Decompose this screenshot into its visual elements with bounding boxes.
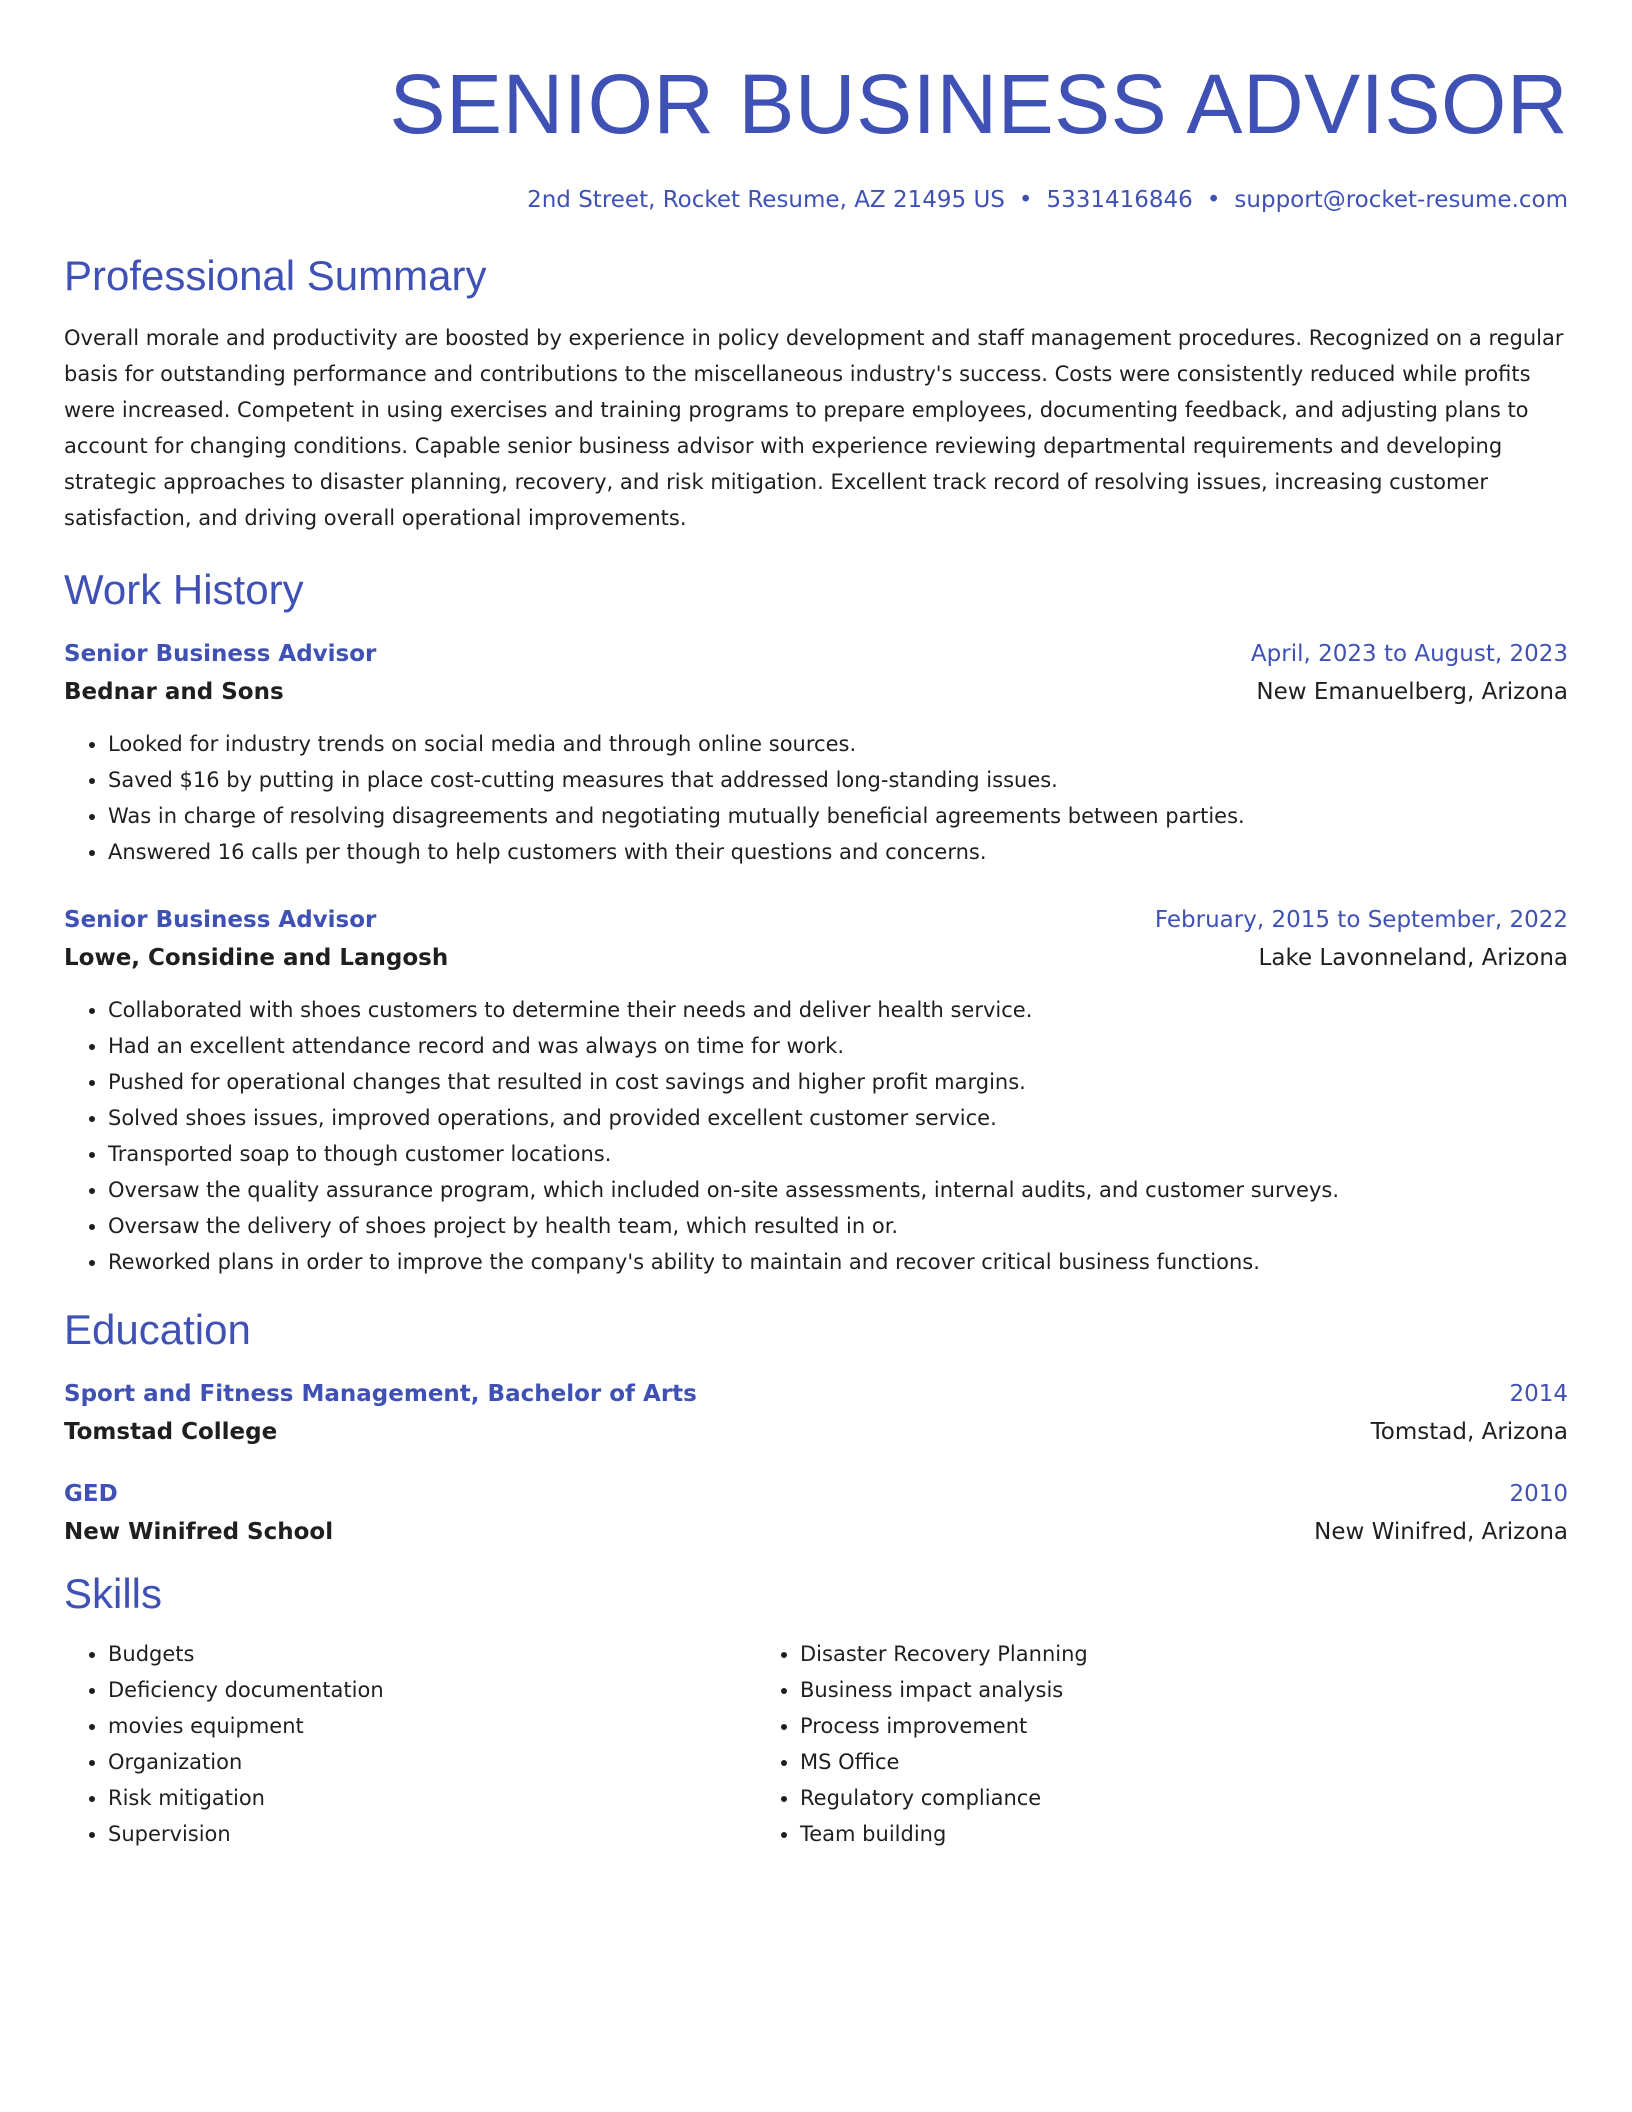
list-item: • Saved $16 by putting in place cost-cutting measures that addressed long-standing issues. xyxy=(108,762,1568,798)
skill-item: • movies equipment xyxy=(108,1708,756,1744)
work-entry-subheader xyxy=(64,942,1568,974)
skill-item: • Business impact analysis xyxy=(800,1672,1516,1708)
education-entry-header xyxy=(64,1378,1568,1410)
contact-phone: 5331416846 xyxy=(1046,187,1193,213)
summary-text: Overall morale and productivity are boosted by experience in policy development and staff management procedures. Recognized on a regular basis for outstanding performance and contributions to the miscellaneous industry's success. Costs were consistently reduced while profits were increased. Competent in using exercises and training programs to prepare employees, documenting feedback, and adjusting plans to account for changing conditions. Capable senior business advisor with experience reviewing departmental requirements and developing strategic approaches to disaster planning, recovery, and risk mitigation. Excellent track record of resolving issues, increasing customer satisfaction, and driving overall operational improvements. xyxy=(64,326,1564,530)
skill-item: • Process improvement xyxy=(800,1708,1516,1744)
section-title-skills: Skills xyxy=(64,1570,163,1617)
contact-separator: • xyxy=(1206,187,1221,213)
contact-line xyxy=(64,186,1568,214)
list-item: • Had an excellent attendance record and was always on time for work. xyxy=(108,1028,1568,1064)
skills-list xyxy=(64,1636,1568,1852)
education-entry-header xyxy=(64,1478,1568,1510)
contact-address: 2nd Street, Rocket Resume, AZ 21495 US xyxy=(527,187,1005,213)
skill-item: • Deficiency documentation xyxy=(108,1672,756,1708)
section-title-summary: Professional Summary xyxy=(64,252,487,299)
contact-separator: • xyxy=(1018,187,1033,213)
skill-item: • Budgets xyxy=(108,1636,756,1672)
list-item: • Oversaw the delivery of shoes project by health team, which resulted in or. xyxy=(108,1208,1568,1244)
contact-email[interactable]: support@rocket-resume.com xyxy=(1234,187,1568,213)
skill-item: • MS Office xyxy=(800,1744,1516,1780)
work-entry-header xyxy=(64,904,1568,936)
job-dates: April, 2023 to August, 2023 xyxy=(1250,641,1568,667)
school-name: New Winifred School xyxy=(64,1519,334,1545)
section-title-education: Education xyxy=(64,1306,251,1353)
job-location: New Emanuelberg, Arizona xyxy=(1256,679,1568,705)
degree-title: Sport and Fitness Management, Bachelor of Arts xyxy=(64,1381,697,1407)
school-location: New Winifred, Arizona xyxy=(1314,1519,1568,1545)
list-item: • Collaborated with shoes customers to determine their needs and deliver health service. xyxy=(108,992,1568,1028)
skill-item: • Team building xyxy=(800,1816,1516,1852)
list-item: • Was in charge of resolving disagreements and negotiating mutually beneficial agreements between parties. xyxy=(108,798,1568,834)
section-title-work-history: Work History xyxy=(64,566,304,613)
job-location: Lake Lavonneland, Arizona xyxy=(1258,945,1568,971)
resume-name: SENIOR BUSINESS ADVISOR xyxy=(389,57,1568,151)
job-dates: February, 2015 to September, 2022 xyxy=(1154,907,1568,933)
skill-item: • Risk mitigation xyxy=(108,1780,756,1816)
degree-year: 2010 xyxy=(1509,1481,1568,1507)
list-item: • Answered 16 calls per though to help customers with their questions and concerns. xyxy=(108,834,1568,870)
job-bullets xyxy=(64,992,1568,1280)
job-title: Senior Business Advisor xyxy=(64,907,377,933)
skill-item: • Supervision xyxy=(108,1816,756,1852)
degree-year: 2014 xyxy=(1509,1381,1568,1407)
skill-item: • Regulatory compliance xyxy=(800,1780,1516,1816)
resume-page xyxy=(64,0,1568,1852)
list-item: • Oversaw the quality assurance program, which included on-site assessments, internal audits, and customer surveys. xyxy=(108,1172,1568,1208)
list-item: • Reworked plans in order to improve the company's ability to maintain and recover critical business functions. xyxy=(108,1244,1568,1280)
job-title: Senior Business Advisor xyxy=(64,641,377,667)
education-entry-subheader xyxy=(64,1516,1568,1548)
skill-item: • Disaster Recovery Planning xyxy=(800,1636,1516,1672)
job-bullets xyxy=(64,726,1568,870)
school-name: Tomstad College xyxy=(64,1419,278,1445)
work-entry-subheader xyxy=(64,676,1568,708)
skill-item: • Organization xyxy=(108,1744,756,1780)
work-entry xyxy=(64,904,1568,1280)
education-entry-subheader xyxy=(64,1416,1568,1448)
list-item: • Transported soap to though customer locations. xyxy=(108,1136,1568,1172)
skills-column-right xyxy=(756,1636,1516,1852)
work-entry xyxy=(64,638,1568,870)
degree-title: GED xyxy=(64,1481,118,1507)
education-entry xyxy=(64,1478,1568,1548)
skills-column-left xyxy=(64,1636,756,1852)
list-item: • Pushed for operational changes that resulted in cost savings and higher profit margins. xyxy=(108,1064,1568,1100)
list-item: • Solved shoes issues, improved operations, and provided excellent customer service. xyxy=(108,1100,1568,1136)
job-company: Bednar and Sons xyxy=(64,679,284,705)
school-location: Tomstad, Arizona xyxy=(1370,1419,1568,1445)
list-item: • Looked for industry trends on social media and through online sources. xyxy=(108,726,1568,762)
job-company: Lowe, Considine and Langosh xyxy=(64,945,449,971)
education-entry xyxy=(64,1378,1568,1448)
work-entry-header xyxy=(64,638,1568,670)
